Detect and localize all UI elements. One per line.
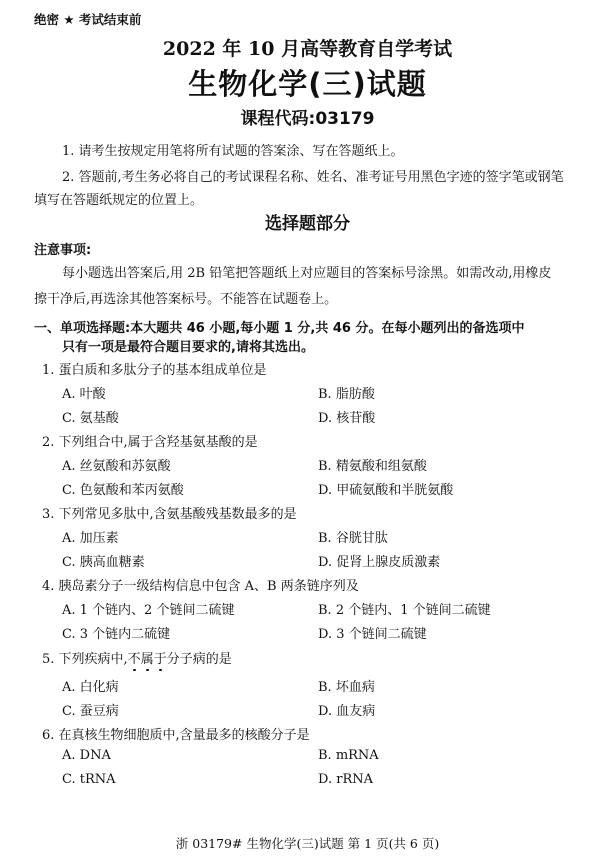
question-2-option-b: B. 精氨酸和组氨酸 xyxy=(318,459,427,474)
subject-title: 生物化学(三)试题 xyxy=(188,67,427,101)
section-heading: 选择题部分 xyxy=(265,214,350,234)
question-5-stem xyxy=(42,648,232,667)
question-1-option-b: B. 脂肪酸 xyxy=(318,387,375,402)
question-2-option-d: D. 甲硫氨酸和半胱氨酸 xyxy=(318,483,454,498)
part1-instructions-line1: 一、单项选择题:本大题共 46 小题,每小题 1 分,共 46 分。在每小题列出的备选项中 xyxy=(34,321,525,336)
question-2-stem: 2. 下列组合中,属于含羟基氨基酸的是 xyxy=(42,435,258,450)
question-4-option-a: A. 1 个链内、2 个链间二硫键 xyxy=(62,603,235,618)
question-6-option-a: A. DNA xyxy=(62,748,111,763)
question-6-option-c: C. tRNA xyxy=(62,772,116,787)
question-5-emphasis-char: 不 xyxy=(127,652,141,667)
question-5-option-d: D. 血友病 xyxy=(318,704,376,719)
instruction-2-line2: 填写在答题纸规定的位置上。 xyxy=(34,193,204,208)
question-5-emphasis-char: 属 xyxy=(140,652,154,667)
part1-instructions-line2: 只有一项是最符合题目要求的,请将其选出。 xyxy=(62,340,314,355)
question-5-stem-prefix: 5. 下列疾病中, xyxy=(42,652,128,667)
question-5-stem-emphasis xyxy=(128,652,167,667)
question-1-option-c: C. 氨基酸 xyxy=(62,411,119,426)
exam-title: 2022 年 10 月高等教育自学考试 xyxy=(162,38,453,60)
notes-label: 注意事项: xyxy=(34,243,92,258)
question-4-option-d: D. 3 个链间二硫键 xyxy=(318,627,427,642)
confidential-label: 绝密 ★ 考试结束前 xyxy=(34,12,142,27)
question-1-stem: 1. 蛋白质和多肽分子的基本组成单位是 xyxy=(42,363,267,378)
question-5-option-a: A. 白化病 xyxy=(62,680,119,695)
question-5-option-c: C. 蚕豆病 xyxy=(62,704,119,719)
question-5-emphasis-char: 于 xyxy=(153,652,167,667)
question-3-option-a: A. 加压素 xyxy=(62,531,119,546)
question-3-stem: 3. 下列常见多肽中,含氨基酸残基数最多的是 xyxy=(42,507,297,522)
question-4-option-b: B. 2 个链内、1 个链间二硫键 xyxy=(318,603,491,618)
question-6-stem: 6. 在真核生物细胞质中,含量最多的核酸分子是 xyxy=(42,728,310,743)
notes-line1: 每小题选出答案后,用 2B 铅笔把答题纸上对应题目的答案标号涂黑。如需改动,用橡皮 xyxy=(62,266,552,281)
question-3-option-d: D. 促肾上腺皮质激素 xyxy=(318,555,441,570)
question-1-option-a: A. 叶酸 xyxy=(62,387,106,402)
question-1-option-d: D. 核苷酸 xyxy=(318,411,376,426)
question-6-option-d: D. rRNA xyxy=(318,772,373,787)
question-4-stem: 4. 胰岛素分子一级结构信息中包含 A、B 两条链序列及 xyxy=(42,579,359,594)
instruction-2-line1: 2. 答题前,考生务必将自己的考试课程名称、姓名、准考证号用黑色字迹的签字笔或钢笔 xyxy=(62,170,564,185)
page-footer: 浙 03179# 生物化学(三)试题 第 1 页(共 6 页) xyxy=(175,836,440,851)
instruction-1: 1. 请考生按规定用笔将所有试题的答案涂、写在答题纸上。 xyxy=(62,144,404,159)
question-2-option-c: C. 色氨酸和苯丙氨酸 xyxy=(62,483,184,498)
course-code: 课程代码:03179 xyxy=(240,109,375,129)
question-5-stem-suffix: 分子病的是 xyxy=(166,652,232,667)
question-3-option-c: C. 胰高血糖素 xyxy=(62,555,145,570)
question-5-option-b: B. 坏血病 xyxy=(318,680,375,695)
question-2-option-a: A. 丝氨酸和苏氨酸 xyxy=(62,459,171,474)
notes-line2: 擦干净后,再选涂其他答案标号。不能答在试题卷上。 xyxy=(34,292,338,307)
question-3-option-b: B. 谷胱甘肽 xyxy=(318,531,388,546)
question-6-option-b: B. mRNA xyxy=(318,748,379,763)
question-4-option-c: C. 3 个链内二硫键 xyxy=(62,627,171,642)
